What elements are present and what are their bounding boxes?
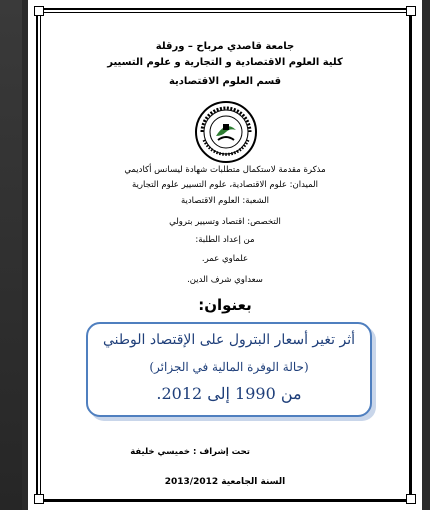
academic-year: السنة الجامعية 2013/2012 bbox=[164, 477, 286, 487]
border-corner bbox=[406, 6, 416, 16]
field-line: الميدان: علوم الاقتصادية، علوم التسيير علوم التجارية bbox=[132, 180, 318, 190]
memo-description: مذكرة مقدمة لاستكمال متطلبات شهادة ليسانس أكاديمي bbox=[124, 165, 326, 175]
prepared-by-label: من إعداد الطلبة: bbox=[195, 235, 255, 245]
university-seal-icon bbox=[194, 100, 258, 164]
border-corner bbox=[34, 494, 44, 504]
border-corner bbox=[406, 494, 416, 504]
supervisor-line: تحت إشراف : خميسي خليفة bbox=[130, 447, 250, 457]
student-name: سعداوي شرف الدين. bbox=[187, 275, 263, 285]
subject-label: بعنوان: bbox=[198, 296, 252, 314]
branch-line: الشعبة: العلوم الاقتصادية bbox=[180, 196, 270, 206]
specialty-line: التخصص: اقتصاد وتسيير بترولي bbox=[169, 217, 281, 227]
title-line: (حالة الوفرة المالية في الجزائر) bbox=[149, 360, 309, 374]
title-line: من 1990 إلى 2012. bbox=[156, 384, 302, 403]
faculty-name: كلية العلوم الاقتصادية و التجارية و علوم التسيير bbox=[107, 57, 343, 68]
viewer-left-strip bbox=[0, 0, 22, 510]
title-box bbox=[86, 322, 372, 417]
department-name: قسم العلوم الاقتصادية bbox=[168, 76, 282, 87]
student-name: علماوي عمر. bbox=[201, 254, 249, 264]
university-name: جامعة قاصدي مرباح – ورقلة bbox=[155, 41, 295, 52]
title-line: أثر تغير أسعار البترول على الإقتصاد الوطني bbox=[103, 332, 355, 348]
border-corner bbox=[34, 6, 44, 16]
document-page bbox=[28, 0, 422, 510]
